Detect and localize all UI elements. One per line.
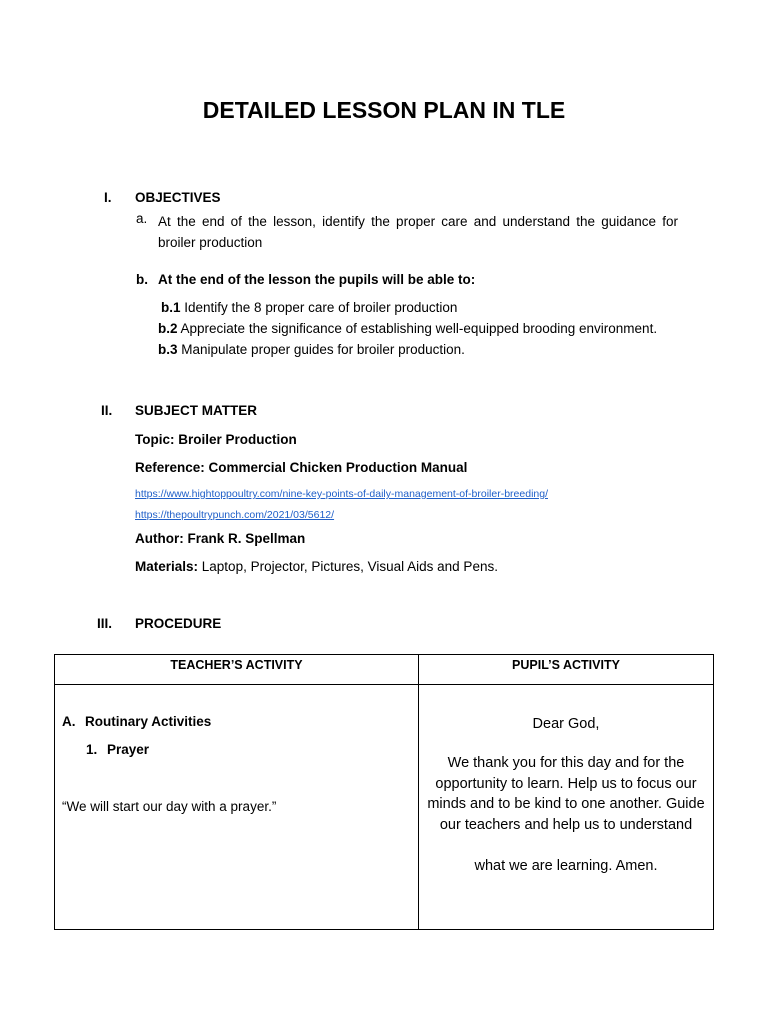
sub-item-label: b.3 [158, 342, 178, 357]
procedure-heading: PROCEDURE [135, 616, 222, 631]
sub-item-text: Manipulate proper guides for broiler production. [177, 342, 465, 357]
teacher-activity-header: TEACHER’S ACTIVITY [55, 655, 419, 685]
objective-b-marker: b. [136, 272, 148, 287]
prayer-closing: what we are learning. Amen. [474, 858, 658, 874]
routinary-activities-label: Routinary Activities [85, 714, 212, 729]
section-numeral-procedure: III. [97, 616, 113, 631]
objective-sub-item [158, 342, 465, 357]
prayer-text: We thank you for this day and for the opportunity to learn. Help us to focus our minds and to be kind to one another. Guide our teachers and help us to understand [427, 755, 705, 833]
reference-link[interactable]: https://thepoultrypunch.com/2021/03/5612/ [135, 509, 335, 521]
prayer-label: Prayer [107, 742, 150, 757]
section-numeral-objectives: I. [104, 190, 112, 205]
pupil-activity-cell [419, 685, 714, 930]
table-header-row [55, 655, 714, 685]
page-title: DETAILED LESSON PLAN IN TLE [202, 97, 566, 123]
objective-a-text: At the end of the lesson, identify the proper care and understand the guidance for broiler production [158, 214, 678, 250]
topic-line: Topic: Broiler Production [135, 432, 297, 447]
prayer-salutation: Dear God, [532, 716, 600, 732]
section-numeral-subject-matter: II. [101, 403, 113, 418]
objective-b-text: At the end of the lesson the pupils will be able to: [158, 272, 476, 287]
sub-item-text: Identify the 8 proper care of broiler production [180, 300, 458, 315]
subject-matter-heading: SUBJECT MATTER [135, 403, 258, 418]
sub-item-label: b.1 [161, 300, 181, 315]
pupil-activity-header: PUPIL’S ACTIVITY [419, 655, 714, 685]
reference-link[interactable]: https://www.hightoppoultry.com/nine-key-points-of-daily-management-of-broiler-breeding/ [135, 488, 548, 500]
materials-line [135, 559, 498, 574]
author-line: Author: Frank R. Spellman [135, 531, 306, 546]
materials-label: Materials: [135, 559, 199, 574]
objective-sub-item [161, 300, 457, 315]
sub-item-text: Appreciate the significance of establishing well-equipped brooding environment. [177, 321, 658, 336]
reference-line: Reference: Commercial Chicken Production Manual [135, 460, 468, 475]
table-row [55, 685, 714, 930]
item-marker: 1. [86, 742, 98, 757]
materials-text: Laptop, Projector, Pictures, Visual Aids and Pens. [198, 559, 498, 574]
procedure-table [54, 654, 714, 930]
objective-sub-item [158, 321, 657, 336]
sub-item-label: b.2 [158, 321, 178, 336]
teacher-quote: “We will start our day with a prayer.” [62, 799, 277, 814]
section-marker: A. [62, 714, 76, 729]
teacher-activity-cell [55, 685, 419, 930]
objective-a-marker: a. [136, 211, 148, 226]
objectives-heading: OBJECTIVES [135, 190, 221, 205]
